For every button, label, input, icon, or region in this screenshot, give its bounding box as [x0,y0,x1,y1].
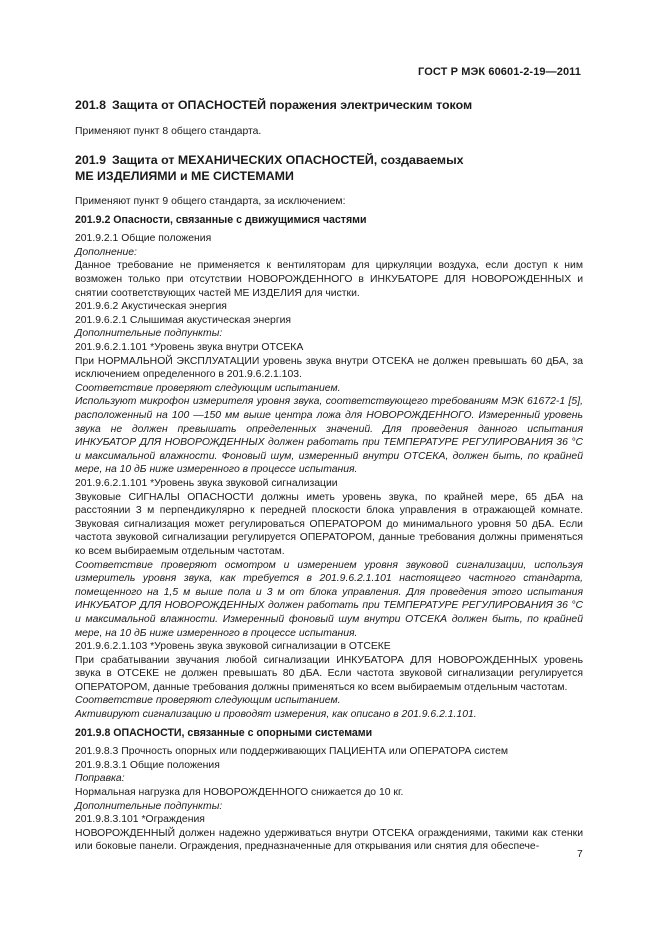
alarm-sound-requirement: Звуковые СИГНАЛЫ ОПАСНОСТИ должны иметь уровень звука, по крайней мере, 65 дБА на расстоянии 3 м перпендикулярно к передней плоскости блока управления в отражающей комнате. Звуковая сигнализация может регулироваться ОПЕРАТОРОМ до минимального уровня 50 дБА. Если частота звуковой сигнализации регулируется ОПЕРАТОРОМ, данные требования должны применяться ко всем выбираемым отдельным частотам. [75,491,583,557]
section-201-9-title [75,153,583,184]
compartment-sound-requirement: При НОРМАЛЬНОЙ ЭКСПЛУАТАЦИИ уровень звука внутри ОТСЕКА не должен превышать 60 дБА, за исключением определенного в 201.9.6.2.1.103. [75,355,583,381]
section-title-line-1: Защита от МЕХАНИЧЕСКИХ ОПАСНОСТЕЙ, создаваемых [112,153,464,168]
clause-201-9-6-2: 201.9.6.2 Акустическая энергия [75,301,227,313]
section-title-text: Защита от ОПАСНОСТЕЙ поражения электрическим током [112,98,473,112]
alarm-in-compartment-requirement: При срабатывании звучания любой сигнализации ИНКУБАТОРА ДЛЯ НОВОРОЖДЕННЫХ уровень звука в ОТСЕКЕ не должен превышать 80 дБА. Если частота звуковой сигнализации регулируется ОПЕРАТОРОМ, данные требования должны применяться ко всем выбираемым отдельным частотам. [75,654,583,693]
subsection-201-9-2-heading: 201.9.2 Опасности, связанные с движущимися частями [75,213,367,226]
clause-201-9-6-2-1-101-alarm: 201.9.6.2.1.101 *Уровень звука звуковой сигнализации [75,477,338,489]
addition-label: Дополнение: [75,246,137,258]
section-201-8-text: Применяют пункт 8 общего стандарта. [75,125,262,137]
section-number: 201.8 [75,98,107,112]
section-201-8-title [75,98,583,114]
clause-201-9-2-1: 201.9.2.1 Общие положения [75,233,212,245]
clause-201-9-6-2-1-103: 201.9.6.2.1.103 *Уровень звука звуковой сигнализации в ОТСЕКЕ [75,641,391,653]
page-content [75,98,583,854]
additional-subclauses-label: Дополнительные подпункты: [75,328,223,340]
alarm-activation-note: Активируют сигнализацию и проводят измерения, как описано в 201.9.6.2.1.101. [75,709,477,721]
standard-code-header: ГОСТ Р МЭК 60601-2-19—2011 [418,66,581,78]
clause-201-9-8-3: 201.9.8.3 Прочность опорных или поддерживающих ПАЦИЕНТА или ОПЕРАТОРА систем [75,746,509,758]
clause-201-9-6-2-1-101-compartment: 201.9.6.2.1.101 *Уровень звука внутри ОТСЕКА [75,342,304,354]
barriers-requirement: НОВОРОЖДЕННЫЙ должен надежно удерживаться внутри ОТСЕКА ограждениями, такими как стенки или боковые панели. Ограждения, предназначенные для открывания или снятия для обеспече- [75,827,583,853]
addition-text: Данное требование не применяется к вентиляторам для циркуляции воздуха, если доступ к ним возможен только при отсутствии НОВОРОЖДЕННОГО в ИНКУБАТОРЕ ДЛЯ НОВОРОЖДЕННЫХ и снятии соответствующих частей МЕ ИЗДЕЛИЯ для чистки. [75,260,583,299]
clause-201-9-6-2-1: 201.9.6.2.1 Слышимая акустическая энергия [75,314,292,326]
page-number: 7 [577,849,583,860]
amendment-label: Поправка: [75,773,125,785]
compliance-test-note: Соответствие проверяют следующим испытанием. [75,382,341,394]
compliance-test-note-2: Соответствие проверяют следующим испытанием. [75,695,341,707]
section-number: 201.9 [75,153,107,168]
clause-201-9-8-3-101: 201.9.8.3.101 *Ограждения [75,814,205,826]
section-201-9-text: Применяют пункт 9 общего стандарта, за исключением: [75,196,346,208]
microphone-test-procedure: Используют микрофон измерителя уровня звука, соответствующего требованиям МЭК 61672-1 [5], расположенный на 100 —150 мм выше центра ложа для НОВОРОЖДЕННОГО. Измеренный уровень звука не должен превышать определенных значений. Для проведения данного испытания ИНКУБАТОР ДЛЯ НОВОРОЖДЕННЫХ должен работать при ТЕМПЕРАТУРЕ РЕГУЛИРОВАНИЯ 36 °С и максимальной влажности. Фоновый шум, измеренный внутри ОТСЕКА, должен быть, по крайней мере, на 10 дБ ниже измеренного в процессе испытания. [75,396,583,476]
section-title-line-2: МЕ ИЗДЕЛИЯМИ и МЕ СИСТЕМАМИ [75,168,294,183]
subsection-201-9-8-heading: 201.9.8 ОПАСНОСТИ, связанные с опорными системами [75,726,373,739]
additional-subclauses-label-2: Дополнительные подпункты: [75,800,223,812]
alarm-compliance-procedure: Соответствие проверяют осмотром и измерением уровня звуковой сигнализации, используя измеритель уровня звука, как требуется в 201.9.6.2.1.101 настоящего частного стандарта, помещенного на 1,5 м выше пола и 3 м от блока управления. Для проведения этого испытания ИНКУБАТОР ДЛЯ НОВОРОЖДЕННЫХ должен работать при ТЕМПЕРАТУРЕ РЕГУЛИРОВАНИЯ 36 °С и максимальной влажности. Измеренный фоновый шум внутри ОТСЕКА должен быть, по крайней мере, на 10 дБ ниже измеренного в процессе испытания. [75,559,583,639]
load-reduction-text: Нормальная нагрузка для НОВОРОЖДЕННОГО снижается до 10 кг. [75,787,404,799]
clause-201-9-8-3-1: 201.9.8.3.1 Общие положения [75,759,220,771]
